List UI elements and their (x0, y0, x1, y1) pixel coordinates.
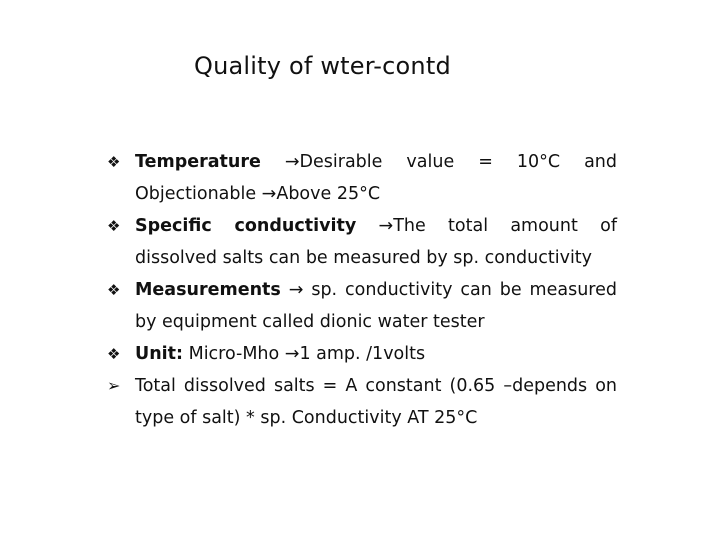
bullet-text: →Desirable value = 10°C and Objectionable →Above 25°C (135, 152, 617, 204)
diamond-bullet-icon: ❖ (107, 345, 121, 363)
bullet-text: Total dissolved salts = A constant (0.65 –depends on type of salt) * sp. Conductivity AT 25°C (135, 376, 617, 428)
bullet-item (107, 274, 617, 338)
bullet-term: Measurements (135, 280, 281, 300)
bullet-item (107, 338, 617, 370)
slide-title: Quality of wter-contd (194, 52, 451, 80)
bullet-text: → sp. conductivity can be measured by equipment called dionic water tester (135, 280, 617, 332)
bullet-text: →The total amount of dissolved salts can be measured by sp. conductivity (135, 216, 617, 268)
diamond-bullet-icon: ❖ (107, 153, 121, 171)
bullet-term: Temperature (135, 152, 261, 172)
bullet-text: Micro-Mho →1 amp. /1volts (183, 344, 426, 364)
bullet-list (107, 146, 617, 434)
bullet-term: Unit: (135, 344, 184, 364)
bullet-term: Specific conductivity (135, 216, 357, 236)
bullet-item (107, 370, 617, 434)
arrowhead-bullet-icon: ➢ (107, 376, 121, 395)
bullet-item (107, 210, 617, 274)
diamond-bullet-icon: ❖ (107, 281, 121, 299)
bullet-item (107, 146, 617, 210)
diamond-bullet-icon: ❖ (107, 217, 121, 235)
